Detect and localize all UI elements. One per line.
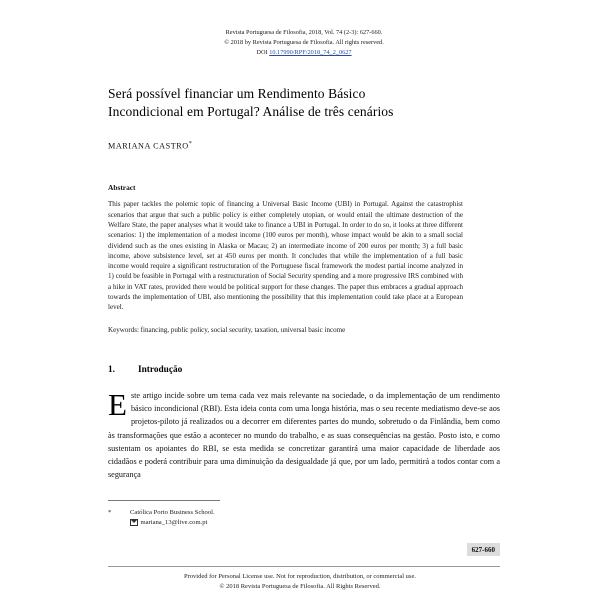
title-line-2: Incondicional em Portugal? Análise de três cenários bbox=[108, 104, 394, 120]
page-number: 627-660 bbox=[467, 543, 500, 556]
abstract-block bbox=[108, 183, 463, 334]
page-title bbox=[108, 85, 500, 121]
keywords-line: Keywords: financing, public policy, social security, taxation, universal basic income bbox=[108, 325, 346, 334]
abstract-text: This paper tackles the polemic topic of financing a Universal Basic Income (UBI) in Portugal. Against the catastrophist scenarios that argue that such a public policy is either completely utopian, or would entail the ultimate destruction of the Welfare State, the paper analyses what it would take to finance a UBI in Portugal. In order to do so, it looks at three different scenarios: 1) the implementation of a modest income (100 euros per month), whose impact would be akin to a small social dividend such as the ones existing in Alaska or Macau; 2) an intermediate income of 200 euros per month; 3) a full basic income, above subsistence level, set at 450 euros per month. It concludes that while the implementation of a full basic income would require a significant restructuration of the Portuguese fiscal framework the modest partial income analyzed in 1) could be feasible in Portugal with a restructuration of Social Security spending and a more progressive IRS combined with a hike in VAT rates, provided there would be political support for these changes. The paper thus embraces a gradual approach towards the implementation of UBI, also mentioning the possibility that this implementation could take place at a European level. bbox=[108, 200, 463, 312]
mail-icon bbox=[130, 519, 138, 526]
footnote-divider bbox=[108, 500, 220, 501]
footer-license-line: Provided for Personal License use. Not for reproduction, distribution, or commercial use. bbox=[184, 573, 416, 580]
author-label: MARIANA CASTRO bbox=[108, 141, 189, 151]
doi-link[interactable]: 10.17990/RPF/2018_74_2_0627 bbox=[269, 48, 352, 56]
body-block bbox=[108, 386, 500, 482]
author-name bbox=[108, 141, 500, 151]
footer-copyright-line: © 2018 Revista Portuguesa de Filosofia. All Rights Reserved. bbox=[219, 582, 381, 590]
title-line-1: Será possível financiar um Rendimento Básico bbox=[108, 86, 366, 102]
footnote-marker: * bbox=[108, 509, 112, 516]
page-footer bbox=[0, 572, 600, 592]
abstract-heading: Abstract bbox=[108, 183, 136, 193]
drop-cap: E bbox=[108, 386, 127, 422]
footnote-body bbox=[130, 508, 215, 528]
journal-header bbox=[108, 28, 500, 57]
footnote-affiliation: Católica Porto Business School. bbox=[130, 509, 215, 516]
author-footnote-marker: * bbox=[188, 140, 193, 147]
section-title: Introdução bbox=[138, 364, 183, 375]
footnote-email[interactable]: mariana_13@live.com.pt bbox=[140, 518, 208, 526]
doi-label: DOI bbox=[256, 48, 268, 56]
doi-line bbox=[108, 48, 500, 58]
section-number: 1. bbox=[108, 364, 115, 375]
footer-divider bbox=[108, 566, 500, 567]
journal-citation: Revista Portuguesa de Filosofia, 2018, Vol. 74 (2-3): 627-660. bbox=[225, 29, 383, 36]
section-heading bbox=[108, 365, 500, 375]
body-paragraph: ste artigo incide sobre um tema cada vez mais relevante na sociedade, o da implementação de um rendimento básico incondicional (RBI). Esta ideia conta com uma longa história, mas o seu recente mediatismo deve-se aos projetos-piloto já realizados ou a decorrer em diferentes partes do mundo, sobretudo o da Finlândia, bem como às transformações que estão a acontecer no mundo do trabalho, e as suas consequências na gestão. Posto isto, e como sustentam os apoiantes do RBI, se esta medida se concretizar garantirá uma maior capacidade de liberdade aos cidadãos e poderá contribuir para uma diminuição da desigualdade já que, por um lado, permitirá a todos contar com a segurança bbox=[108, 390, 500, 480]
journal-copyright: © 2018 by Revista Portuguesa de Filosofia. All rights reserved. bbox=[224, 38, 384, 46]
footnote bbox=[108, 508, 500, 528]
page-content bbox=[108, 28, 500, 482]
